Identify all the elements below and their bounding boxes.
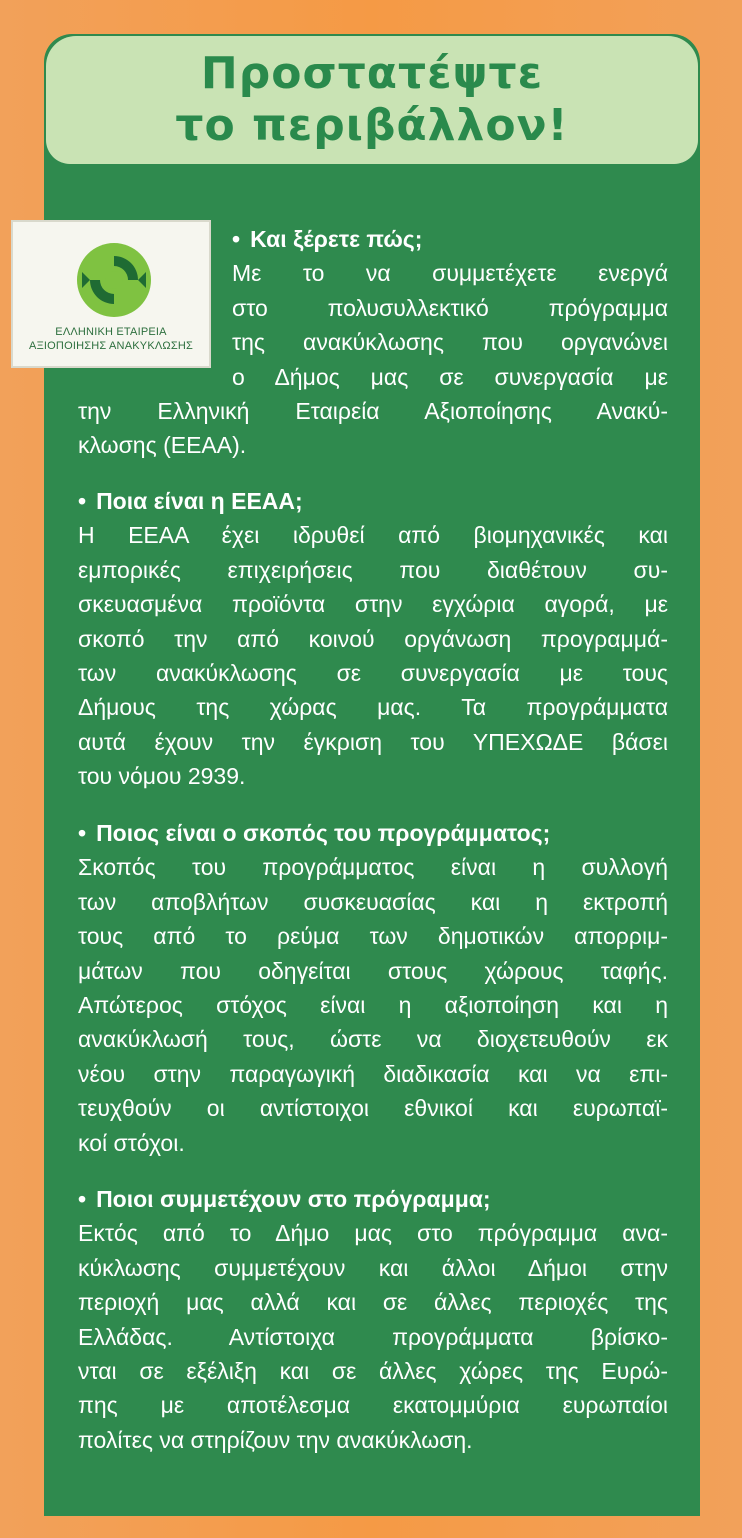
text-line: τους από το ρεύμα των δημοτικών απορριμ- — [78, 923, 668, 950]
section-heading: • Και ξέρετε πώς; — [232, 222, 668, 256]
text-line: των ανακύκλωσης σε συνεργασία με τους — [78, 660, 668, 687]
bullet-icon: • — [78, 488, 87, 514]
text-line: στο πολυσυλλεκτικό πρόγραμμα — [232, 294, 668, 321]
text-line: νται σε εξέλιξη και σε άλλες χώρες της Ευρώ- — [78, 1358, 668, 1385]
text-line: κύκλωσης συμμετέχουν και άλλοι Δήμοι στην — [78, 1254, 668, 1281]
title-banner — [46, 36, 698, 164]
text-line: κοί στόχοι. — [78, 1129, 185, 1156]
text-line: πολίτες να στηρίζουν την ανακύκλωση. — [78, 1426, 473, 1453]
text-line: περιοχή μας αλλά και σε άλλες περιοχές της — [78, 1289, 668, 1316]
section-2 — [78, 484, 668, 794]
bullet-icon: • — [78, 1186, 87, 1212]
text-line: Εκτός από το Δήμο μας στο πρόγραμμα ανα- — [78, 1220, 668, 1247]
section-4 — [78, 1182, 668, 1457]
bullet-icon: • — [232, 226, 241, 252]
logo-text-line-1: ΕΛΛΗΝΙΚΗ ΕΤΑΙΡΕΙΑ — [55, 326, 167, 338]
text-line: εμπορικές επιχειρήσεις που διαθέτουν συ- — [78, 556, 668, 583]
text-line: κλωσης (ΕΕΑΑ). — [78, 432, 247, 459]
text-line: σκευασμένα προϊόντα στην εγχώρια αγορά, με — [78, 591, 668, 618]
logo-text-line-2: ΑΞΙΟΠΟΙΗΣΗΣ ΑΝΑΚΥΚΛΩΣΗΣ — [29, 340, 193, 352]
section-1-top — [232, 222, 668, 394]
text-line: της ανακύκλωσης που οργανώνει — [232, 329, 668, 356]
text-line: τευχθούν οι αντίστοιχοι εθνικοί και ευρωπαϊ- — [78, 1095, 668, 1122]
text-line: Η ΕΕΑΑ έχει ιδρυθεί από βιομηχανικές και — [78, 522, 668, 549]
bullet-icon: • — [78, 820, 87, 846]
text-line: πης με αποτέλεσμα εκατομμύρια ευρωπαίοι — [78, 1392, 668, 1419]
text-line: Δήμους της χώρας μας. Τα προγράμματα — [78, 694, 668, 721]
eeaa-logo — [11, 220, 211, 368]
text-line: την Ελληνική Εταιρεία Αξιοποίησης Ανακύ- — [78, 398, 668, 424]
text-line: ανακύκλωσή τους, ώστε να διοχετευθούν εκ — [78, 1026, 668, 1053]
section-3 — [78, 816, 668, 1160]
recycling-arrows-icon — [76, 242, 152, 318]
text-line: του νόμου 2939. — [78, 763, 246, 790]
text-line: των αποβλήτων συσκευασίας και η εκτροπή — [78, 888, 668, 915]
text-line: μάτων που οδηγείται στους χώρους ταφής. — [78, 957, 668, 984]
title-line-2: το περιβάλλον! — [175, 100, 569, 151]
text-line: Σκοπός του προγράμματος είναι η συλλογή — [78, 854, 668, 881]
text-line: Ελλάδας. Αντίστοιχα προγράμματα βρίσκο- — [78, 1323, 668, 1350]
section-heading: • Ποιοι συμμετέχουν στο πρόγραμμα; — [78, 1182, 668, 1216]
section-1-bottom — [78, 394, 668, 463]
text-line: αυτά έχουν την έγκριση του ΥΠΕΧΩΔΕ βάσει — [78, 728, 668, 755]
text-line: Απώτερος στόχος είναι η αξιοποίηση και η — [78, 992, 668, 1019]
text-line: ο Δήμος μας σε συνεργασία με — [232, 363, 668, 390]
text-line: νέου στην παραγωγική διαδικασία και να επι- — [78, 1060, 668, 1087]
text-line: Με το να συμμετέχετε ενεργά — [232, 260, 668, 287]
section-heading: • Ποια είναι η ΕΕΑΑ; — [78, 484, 668, 518]
title-line-1: Προστατέψτε — [200, 48, 544, 99]
text-line: σκοπό την από κοινού οργάνωση προγραμμά- — [78, 625, 668, 652]
section-heading: • Ποιος είναι ο σκοπός του προγράμματος; — [78, 816, 668, 850]
